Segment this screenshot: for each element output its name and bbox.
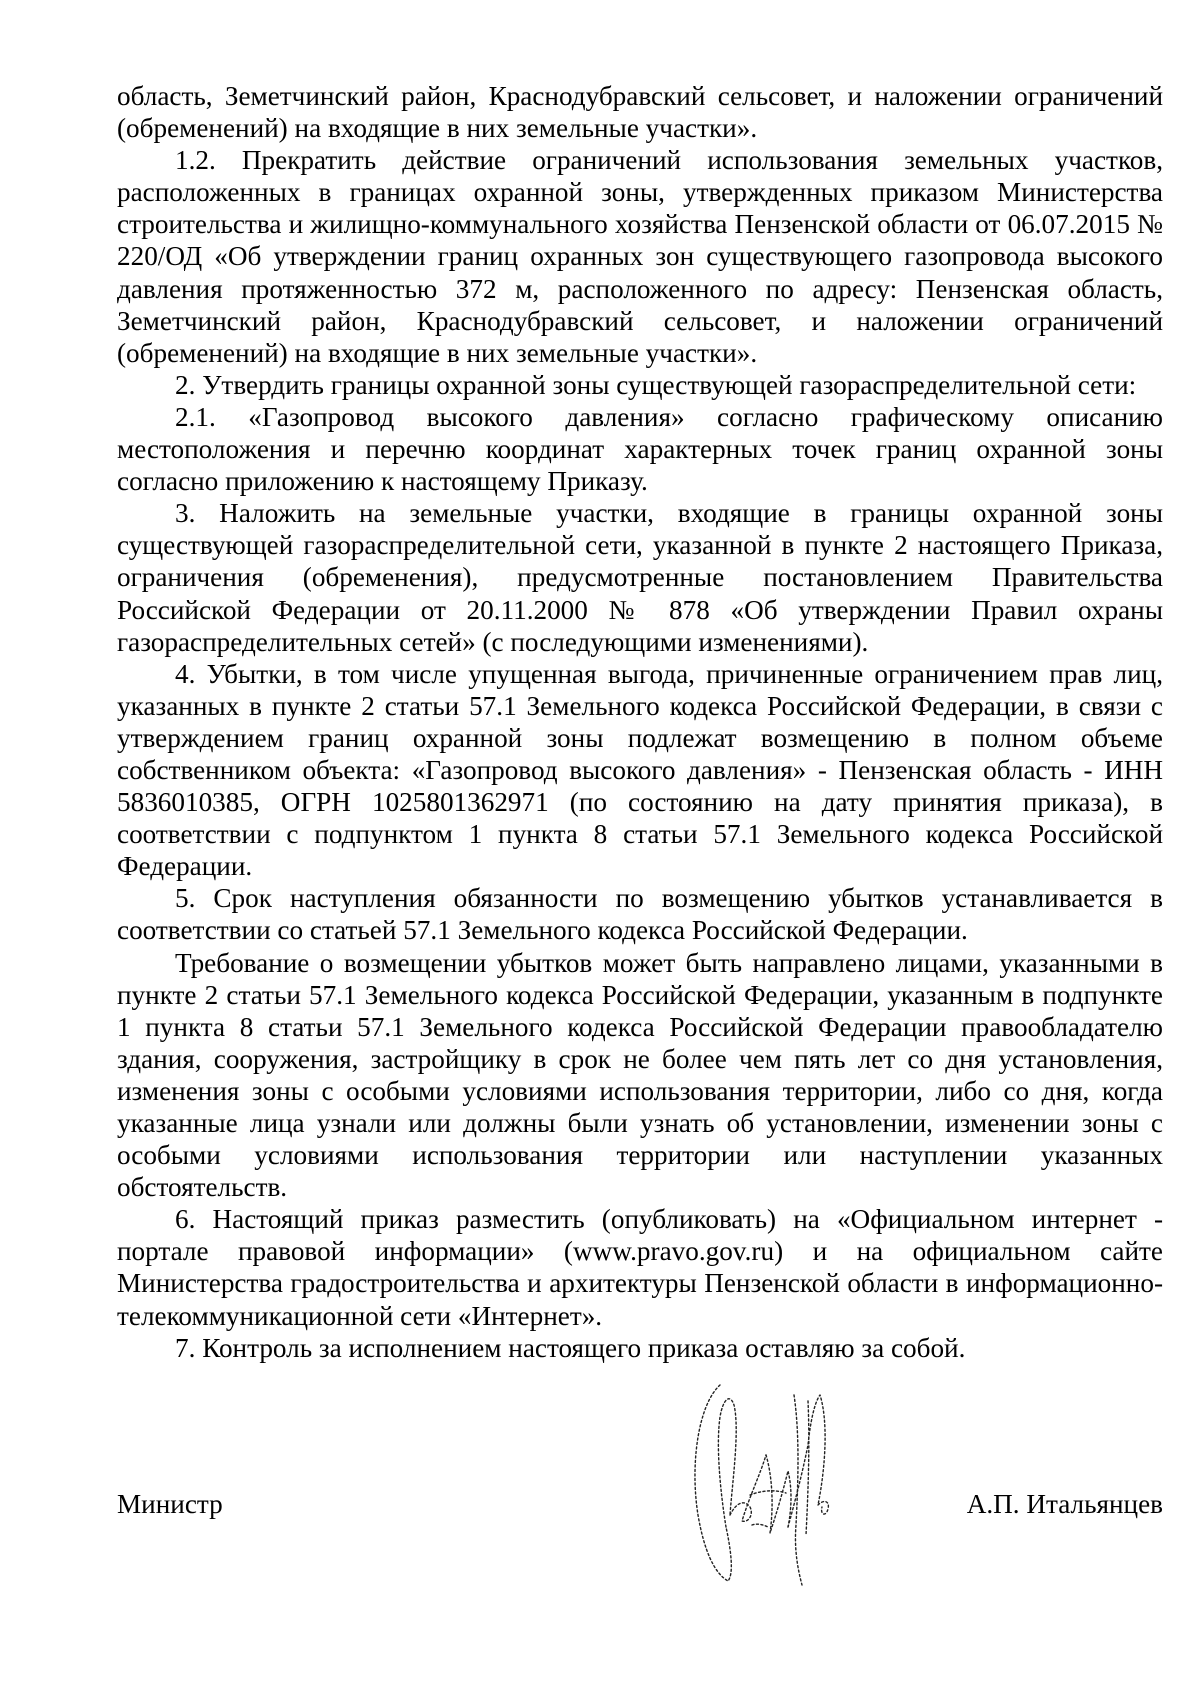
paragraph-continuation: область, Земетчинский район, Краснодубравский сельсовет, и наложении ограничений (обременений) на входящие в них земельные участки».: [117, 81, 1163, 144]
paragraph-6: 6. Настоящий приказ разместить (опубликовать) на «Официальном интернет - портале правовой информации» (www.pravo.gov.ru) и на официальном сайте Министерства градостроительства и архитектуры Пензенской области в информационно-телекоммуникационной сети «Интернет».: [117, 1204, 1163, 1331]
paragraph-1-2: 1.2. Прекратить действие ограничений использования земельных участков, расположенных в границах охранной зоны, утвержденных приказом Министерства строительства и жилищно-коммунального хозяйства Пензенской области от 06.07.2015 № 220/ОД «Об утверждении границ охранных зон существующего газопровода высокого давления протяженностью 372 м, расположенного по адресу: Пензенская область, Земетчинский район, Краснодубравский сельсовет, и наложении ограничений (обременений) на входящие в них земельные участки».: [117, 145, 1163, 368]
signer-role: Министр: [117, 1489, 223, 1519]
paragraph-2-1: 2.1. «Газопровод высокого давления» согласно графическому описанию местоположения и перечню координат характерных точек границ охранной зоны согласно приложению к настоящему Приказу.: [117, 401, 1163, 497]
paragraph-2: 2. Утвердить границы охранной зоны существующей газораспределительной сети:: [175, 369, 1137, 400]
document-body: [117, 80, 1163, 1364]
paragraph-7: 7. Контроль за исполнением настоящего приказа оставляю за собой.: [175, 1332, 966, 1363]
signer-name: А.П. Итальянцев: [966, 1489, 1163, 1519]
paragraph-4: 4. Убытки, в том числе упущенная выгода, причиненные ограничением прав лиц, указанных в пункте 2 статьи 57.1 Земельного кодекса Российской Федерации, в связи с утверждением границ охранной зоны подлежат возмещению в полном объеме собственником объекта: «Газопровод высокого давления» - Пензенская область - ИНН 5836010385, ОГРН 1025801362971 (по состоянию на дату принятия приказа), в соответствии с подпунктом 1 пункта 8 статьи 57.1 Земельного кодекса Российской Федерации.: [117, 658, 1163, 882]
handwritten-signature: [690, 1375, 850, 1600]
paragraph-3: 3. Наложить на земельные участки, входящие в границы охранной зоны существующей газораспределительной сети, указанной в пункте 2 настоящего Приказа, ограничения (обременения), предусмотренные постановлением Правительства Российской Федерации от 20.11.2000 № 878 «Об утверждении Правил охраны газораспределительных сетей» (с последующими изменениями).: [117, 498, 1163, 657]
paragraph-5-requirement: Требование о возмещении убытков может быть направлено лицами, указанными в пункте 2 статьи 57.1 Земельного кодекса Российской Федерации, указанным в подпункте 1 пункта 8 статьи 57.1 Земельного кодекса Российской Федерации правообладателю здания, сооружения, застройщику в срок не более чем пять лет со дня установления, изменения зоны с особыми условиями использования территории, либо со дня, когда указанные лица узнали или должны были узнать об установлении, изменении зоны с особыми условиями использования территории или наступлении указанных обстоятельств.: [117, 947, 1163, 1203]
paragraph-5: 5. Срок наступления обязанности по возмещению убытков устанавливается в соответствии со статьей 57.1 Земельного кодекса Российской Федерации.: [117, 883, 1163, 946]
